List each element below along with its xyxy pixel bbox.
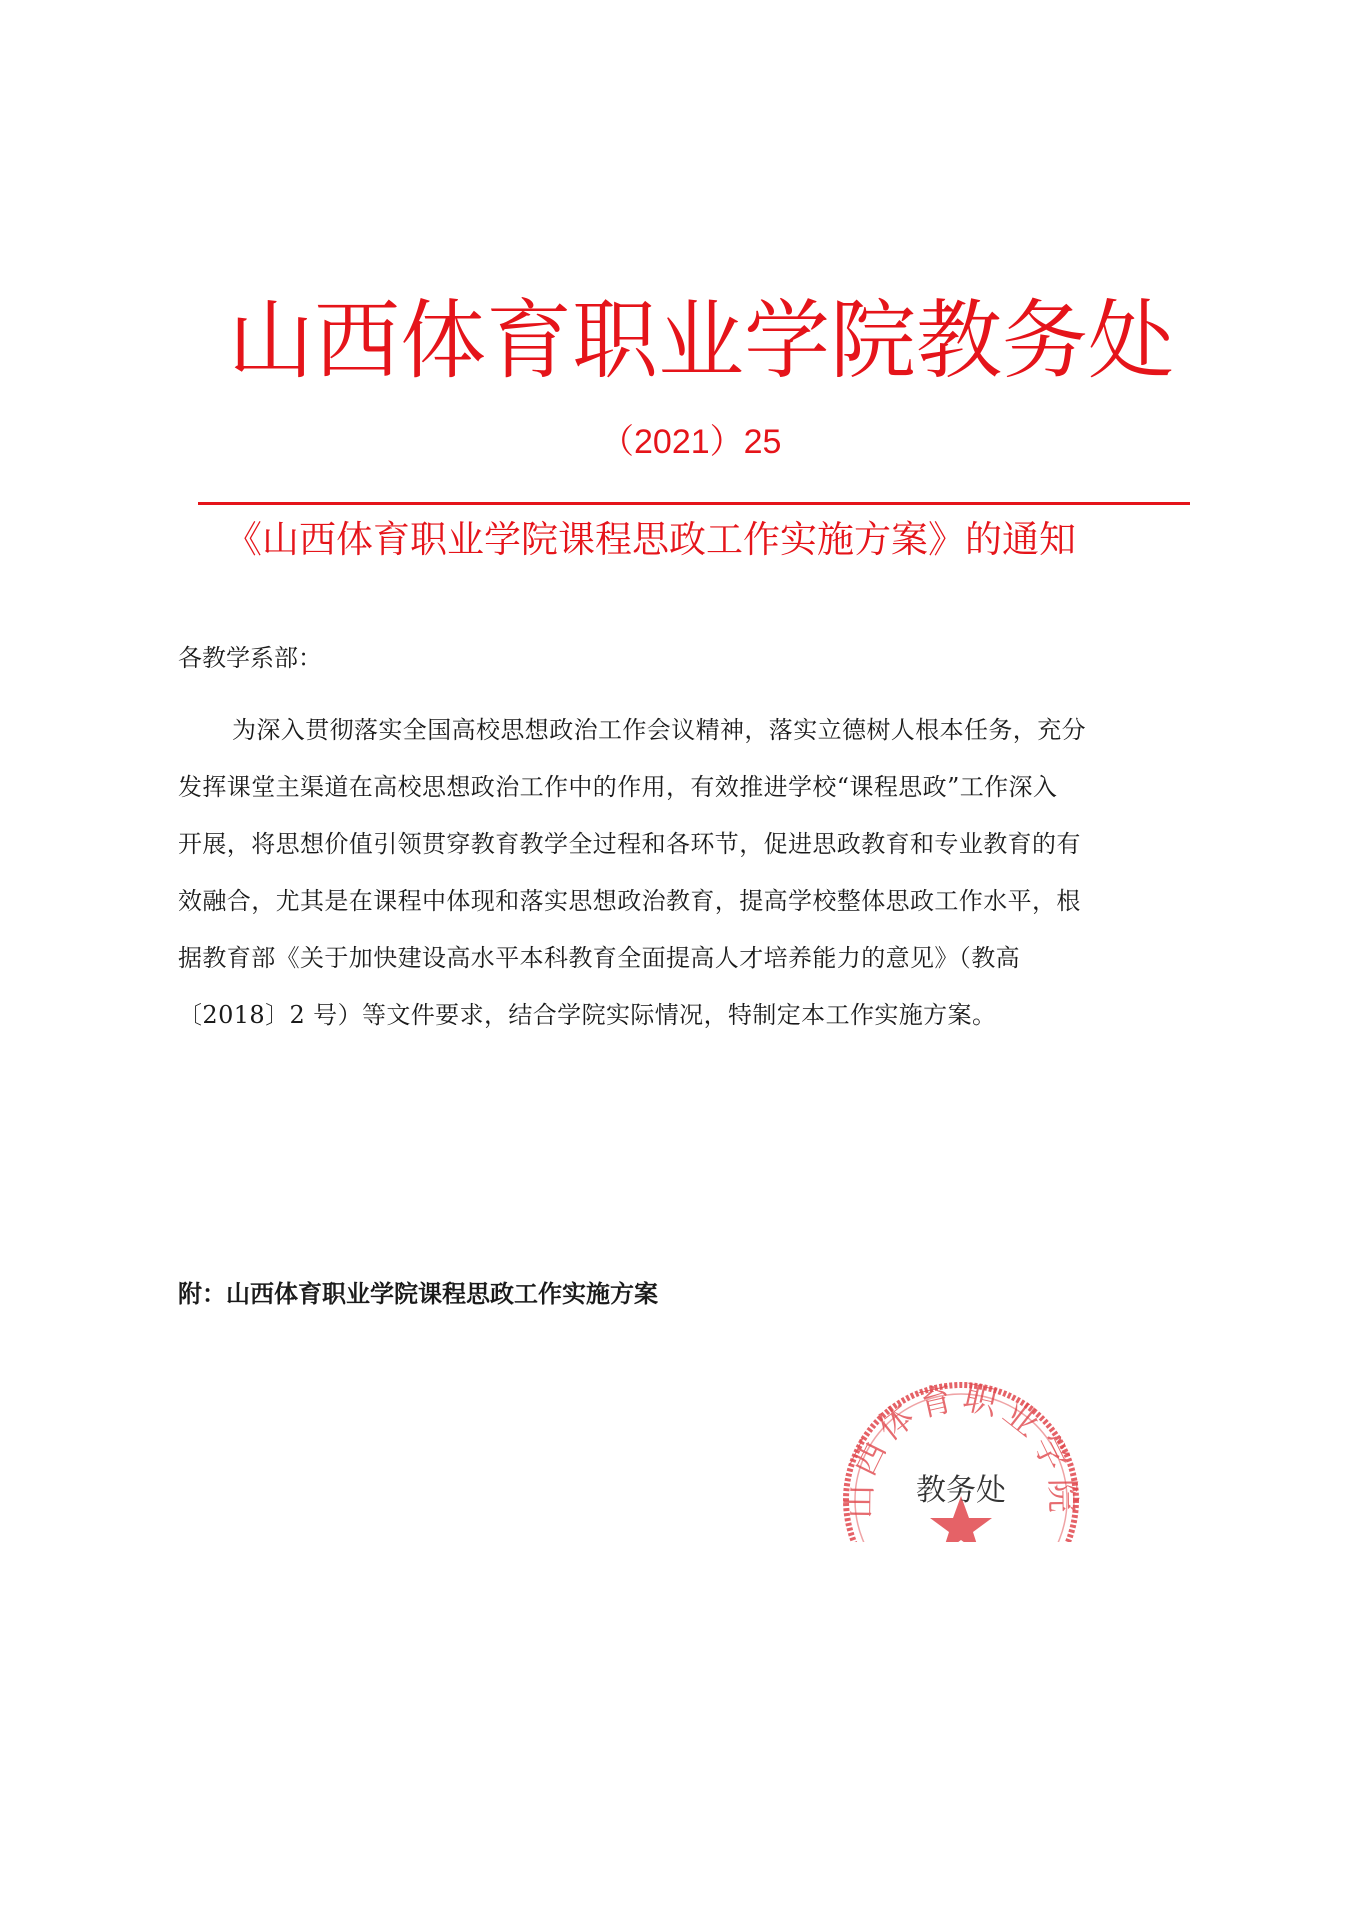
salutation: 各教学系部： bbox=[178, 644, 322, 672]
document-number: （2021）25 bbox=[600, 423, 782, 461]
masthead-org-name: 山西体育职业学院教务处 bbox=[228, 291, 1174, 391]
body-line: 据教育部《关于加快建设高水平本科教育全面提高人才培养能力的意见》（教高 bbox=[178, 944, 1020, 972]
red-divider-line bbox=[198, 502, 1190, 505]
body-line: 效融合，尤其是在课程中体现和落实思想政治教育，提高学校整体思政工作水平，根 bbox=[178, 887, 1081, 915]
body-paragraph bbox=[178, 702, 1194, 1044]
body-line: 开展，将思想价值引领贯穿教育教学全过程和各环节，促进思政教育和专业教育的有 bbox=[178, 830, 1081, 858]
body-line: 发挥课堂主渠道在高校思想政治工作中的作用，有效推进学校“课程思政”工作深入 bbox=[178, 773, 1058, 801]
seal-ring-text: 山西体育职业学院 bbox=[839, 1378, 1083, 1520]
official-seal-stamp bbox=[838, 1378, 1084, 1542]
seal-graphic bbox=[838, 1378, 1084, 1542]
seal-center-text: 教务处 bbox=[916, 1473, 1006, 1508]
attachment-note: 附：山西体育职业学院课程思政工作实施方案 bbox=[178, 1280, 658, 1308]
document-title: 《山西体育职业学院课程思政工作实施方案》的通知 bbox=[225, 518, 1076, 561]
body-line: 〔2018〕2 号）等文件要求，结合学院实际情况，特制定本工作实施方案。 bbox=[178, 1001, 997, 1029]
body-line: 为深入贯彻落实全国高校思想政治工作会议精神，落实立德树人根本任务，充分 bbox=[232, 716, 1086, 744]
